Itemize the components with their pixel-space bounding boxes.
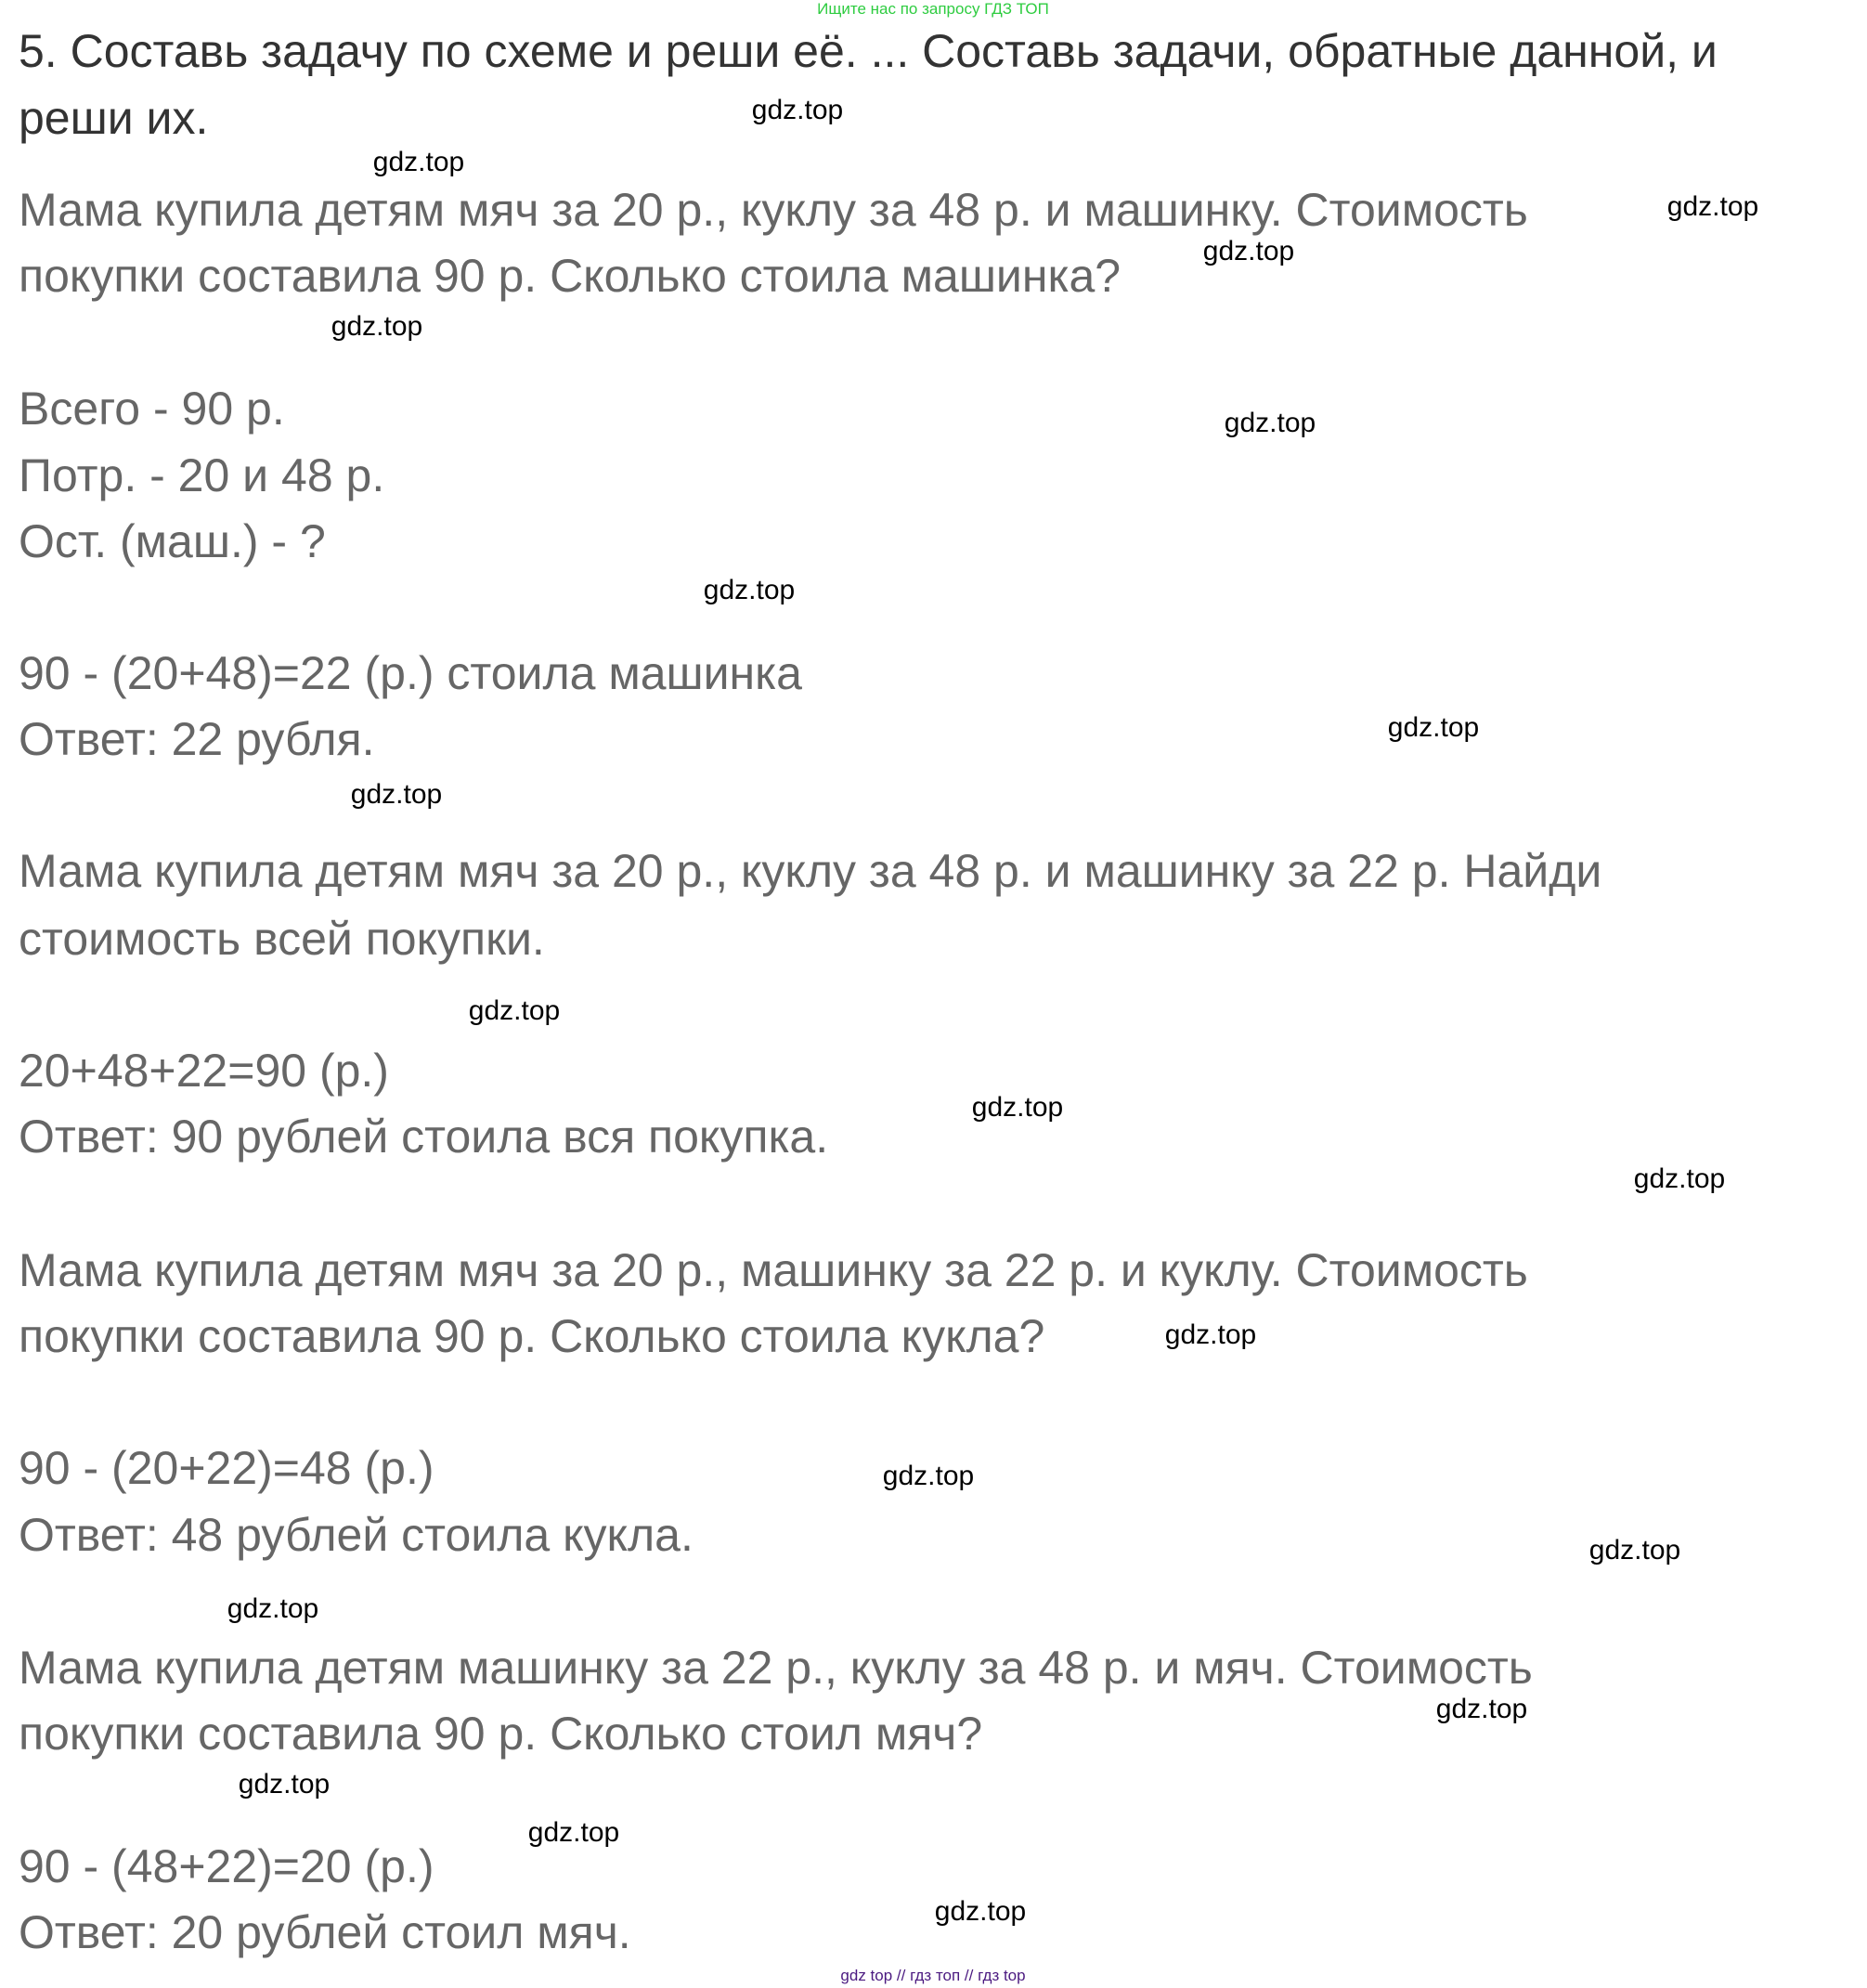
watermark: gdz.top: [238, 1769, 331, 1800]
task-title-line-1: 5. Составь задачу по схеме и реши её. ... Составь задачи, обратные данной, и: [19, 25, 1718, 77]
answer-2: Ответ: 90 рублей стоила вся покупка.: [19, 1111, 829, 1163]
problem-4-line-2: покупки составила 90 р. Сколько стоил мяч?: [19, 1708, 983, 1760]
watermark: gdz.top: [1164, 1319, 1257, 1350]
problem-4-line-1: Мама купила детям машинку за 22 р., куклу за 48 р. и мяч. Стоимость: [19, 1642, 1533, 1694]
scheme-total: Всего - 90 р.: [19, 383, 285, 435]
search-hint-banner[interactable]: Ищите нас по запросу ГДЗ ТОП: [817, 0, 1049, 18]
solution-3: 90 - (20+22)=48 (р.): [19, 1442, 434, 1494]
watermark: gdz.top: [934, 1896, 1027, 1927]
watermark: gdz.top: [527, 1817, 620, 1848]
footer-links[interactable]: gdz top // гдз топ // гдз top: [840, 1967, 1026, 1984]
problem-2-line-2: стоимость всей покупки.: [19, 913, 545, 965]
answer-3: Ответ: 48 рублей стоила кукла.: [19, 1509, 694, 1561]
watermark: gdz.top: [1435, 1694, 1528, 1724]
solution-2: 20+48+22=90 (р.): [19, 1045, 389, 1097]
watermark: gdz.top: [227, 1593, 319, 1624]
problem-3-line-1: Мама купила детям мяч за 20 р., машинку за 22 р. и куклу. Стоимость: [19, 1244, 1528, 1296]
problem-1-line-1: Мама купила детям мяч за 20 р., куклу за 48 р. и машинку. Стоимость: [19, 184, 1528, 236]
watermark: gdz.top: [751, 95, 844, 125]
problem-1-line-2: покупки составила 90 р. Сколько стоила машинка?: [19, 250, 1121, 302]
watermark: gdz.top: [1588, 1535, 1681, 1566]
watermark: gdz.top: [1666, 191, 1759, 222]
watermark: gdz.top: [1202, 236, 1295, 266]
problem-2-line-1: Мама купила детям мяч за 20 р., куклу за 48 р. и машинку за 22 р. Найди: [19, 845, 1602, 897]
watermark: gdz.top: [372, 147, 465, 177]
watermark: gdz.top: [350, 779, 443, 810]
task-title-line-2: реши их.: [19, 92, 209, 144]
solution-1: 90 - (20+48)=22 (р.) стоила машинка: [19, 647, 802, 699]
watermark: gdz.top: [1224, 408, 1316, 438]
watermark: gdz.top: [468, 995, 561, 1026]
watermark: gdz.top: [703, 575, 796, 605]
scheme-spent: Потр. - 20 и 48 р.: [19, 449, 385, 501]
problem-3-line-2: покупки составила 90 р. Сколько стоила кукла?: [19, 1310, 1045, 1362]
watermark: gdz.top: [1633, 1163, 1726, 1194]
watermark: gdz.top: [971, 1092, 1064, 1123]
answer-1: Ответ: 22 рубля.: [19, 713, 375, 765]
watermark: gdz.top: [882, 1461, 975, 1491]
answer-4: Ответ: 20 рублей стоил мяч.: [19, 1906, 631, 1958]
watermark: gdz.top: [1387, 712, 1480, 743]
watermark: gdz.top: [331, 311, 423, 342]
solution-4: 90 - (48+22)=20 (р.): [19, 1840, 434, 1892]
scheme-remaining: Ост. (маш.) - ?: [19, 515, 326, 567]
